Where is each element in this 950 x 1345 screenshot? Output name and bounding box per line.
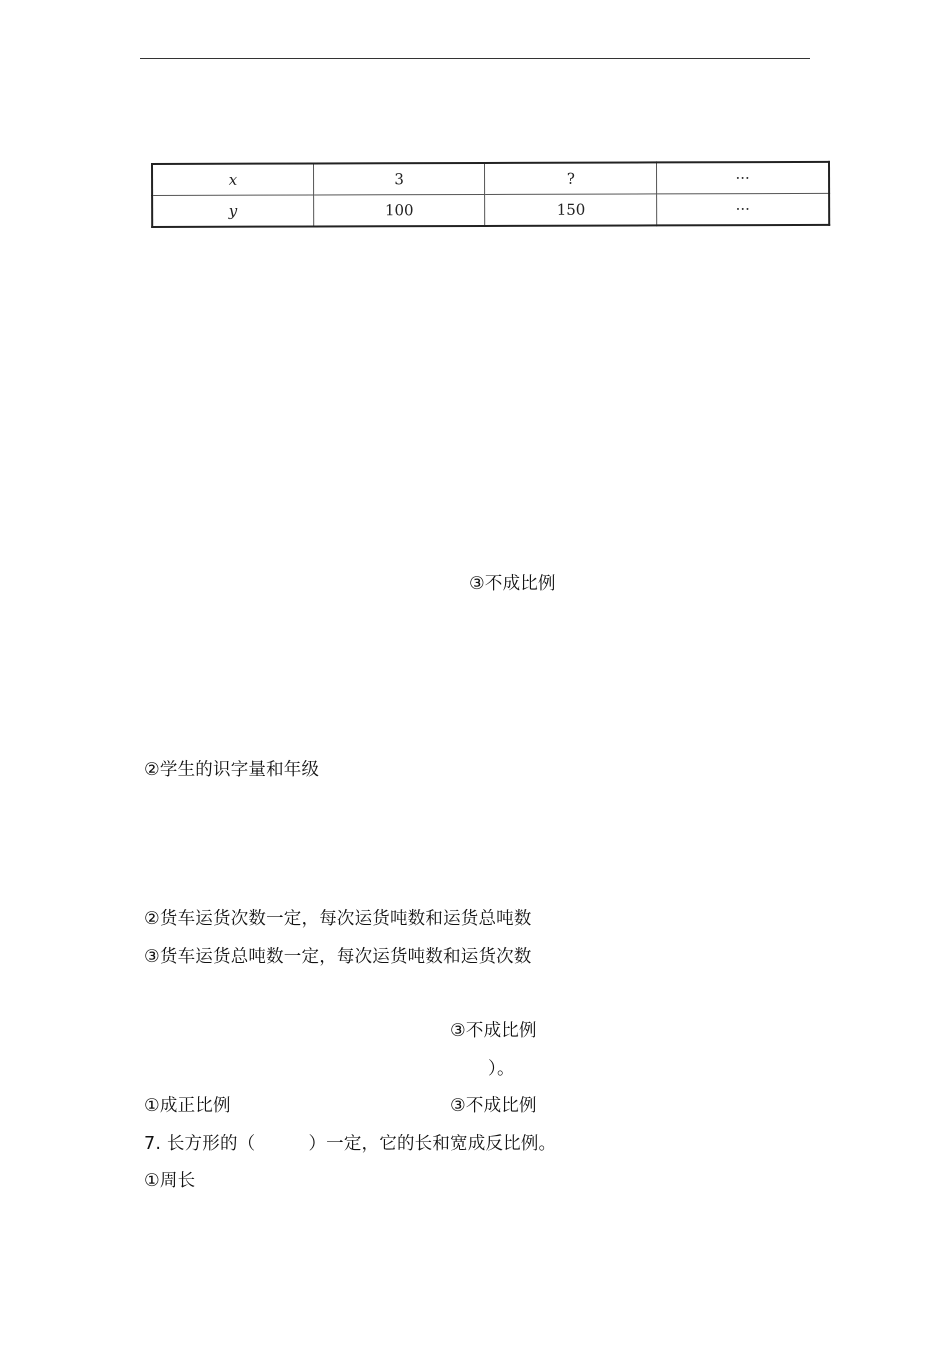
cell-x-3: ···: [657, 162, 829, 194]
question-fragment: ）。: [488, 1059, 515, 1079]
xy-table: [151, 161, 830, 228]
value-table: [151, 161, 830, 226]
cell-y-3: ···: [657, 193, 829, 225]
table-row-x: [152, 162, 829, 196]
row-label-x: x: [152, 163, 313, 195]
option-text: ③不成比例: [469, 574, 556, 594]
header-rule: [140, 58, 810, 59]
row-label-y: y: [152, 195, 313, 227]
cell-y-2: 150: [485, 194, 657, 226]
question-7: 7. 长方形的（ ）一定，它的长和宽成反比例。: [144, 1134, 557, 1154]
option-text: ①周长: [144, 1171, 196, 1191]
option-text: ③货车运货总吨数一定，每次运货吨数和运货次数: [144, 947, 532, 967]
option-text: ②货车运货次数一定，每次运货吨数和运货总吨数: [144, 909, 532, 929]
cell-y-1: 100: [313, 194, 485, 226]
option-text: ③不成比例: [450, 1021, 537, 1041]
cell-x-2: ?: [485, 162, 657, 194]
option-text: ③不成比例: [450, 1096, 537, 1116]
option-text: ②学生的识字量和年级: [144, 760, 320, 780]
cell-x-1: 3: [313, 163, 485, 195]
table-row-y: [152, 193, 829, 227]
option-text: ①成正比例: [144, 1096, 231, 1116]
